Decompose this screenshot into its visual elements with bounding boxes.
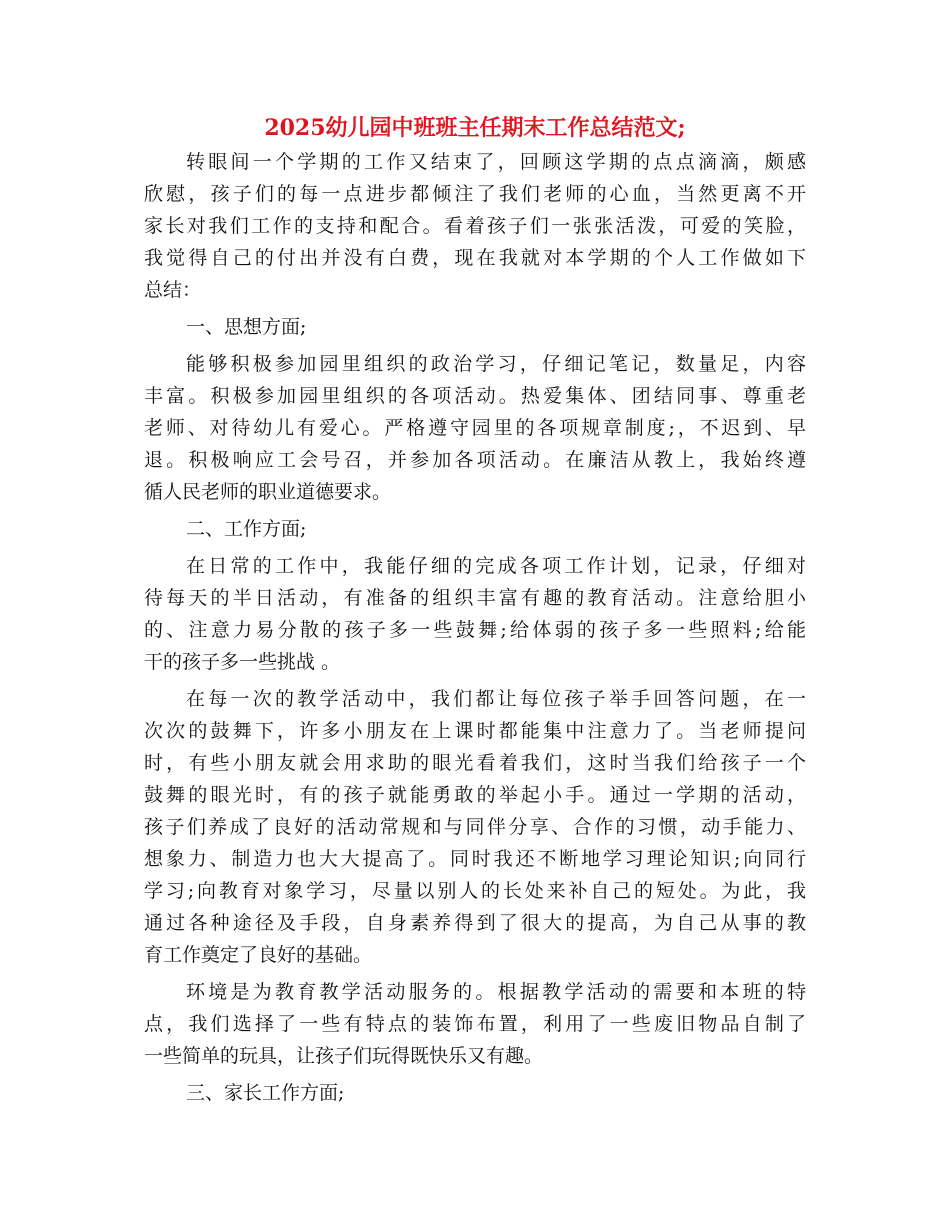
text-line: 我觉得自己的付出并没有白费，现在我就对本学期的个人工作做如下 (144, 247, 806, 269)
text-line: 循人民老师的职业道德要求。 (144, 481, 392, 503)
text-line: 想象力、制造力也大大提高了。同时我还不断地学习理论知识;向同行 (144, 848, 806, 870)
text-line: 时，有些小朋友就会用求助的眼光看着我们，这时当我们给孩子一个 (144, 752, 806, 774)
text-line: 育工作奠定了良好的基础。 (144, 944, 373, 966)
text-line: 能够积极参加园里组织的政治学习，仔细记笔记，数量足，内容 (186, 353, 806, 375)
text-line: 退。积极响应工会号召，并参加各项活动。在廉洁从教上，我始终遵 (144, 449, 806, 471)
paragraph (144, 550, 806, 678)
text-line: 老师、对待幼儿有爱心。严格遵守园里的各项规章制度;，不迟到、早 (144, 417, 806, 439)
text-line: 在每一次的教学活动中，我们都让每位孩子举手回答问题，在一 (186, 688, 806, 710)
text-line: 通过各种途径及手段，自身素养得到了很大的提高，为自己从事的教 (144, 912, 806, 934)
text-line: 点，我们选择了一些有特点的装饰布置，利用了一些废旧物品自制了 (144, 1013, 806, 1035)
text-line: 次次的鼓舞下，许多小朋友在上课时都能集中注意力了。当老师提问 (144, 720, 806, 742)
section-heading: 二、工作方面; (186, 518, 307, 540)
text-line: 鼓舞的眼光时，有的孩子就能勇敢的举起小手。通过一学期的活动， (144, 784, 806, 806)
text-line: 欣慰，孩子们的每一点进步都倾注了我们老师的心血，当然更离不开 (144, 183, 806, 205)
document-body (144, 146, 806, 1109)
text-line: 的、注意力易分散的孩子多一些鼓舞;给体弱的孩子多一些照料;给能 (144, 619, 806, 641)
paragraph (144, 146, 806, 306)
text-line: 孩子们养成了良好的活动常规和与同伴分享、合作的习惯，动手能力、 (144, 816, 806, 838)
text-line: 转眼间一个学期的工作又结束了，回顾这学期的点点滴滴，颇感 (186, 151, 806, 173)
document-title: 2025幼儿园中班班主任期末工作总结范文; (264, 115, 686, 141)
text-line: 总结： (144, 279, 202, 301)
paragraph (144, 683, 806, 971)
text-line: 家长对我们工作的支持和配合。看着孩子们一张张活泼，可爱的笑脸， (144, 215, 806, 237)
text-line: 丰富。积极参加园里组织的各项活动。热爱集体、团结同事、尊重老 (144, 385, 806, 407)
text-line: 一些简单的玩具，让孩子们玩得既快乐又有趣。 (144, 1045, 544, 1067)
text-line: 干的孩子多一些挑战 。 (144, 651, 341, 673)
text-line: 学习;向教育对象学习，尽量以别人的长处来补自己的短处。为此，我 (144, 880, 806, 902)
paragraph (144, 348, 806, 508)
text-line: 在日常的工作中，我能仔细的完成各项工作计划，记录，仔细对 (186, 555, 806, 577)
text-line: 待每天的半日活动，有准备的组织丰富有趣的教育活动。注意给胆小 (144, 587, 806, 609)
section-heading: 一、思想方面; (186, 316, 307, 338)
section-heading: 三、家长工作方面; (186, 1082, 345, 1104)
paragraph (144, 976, 806, 1072)
text-line: 环境是为教育教学活动服务的。根据教学活动的需要和本班的特 (186, 981, 806, 1003)
